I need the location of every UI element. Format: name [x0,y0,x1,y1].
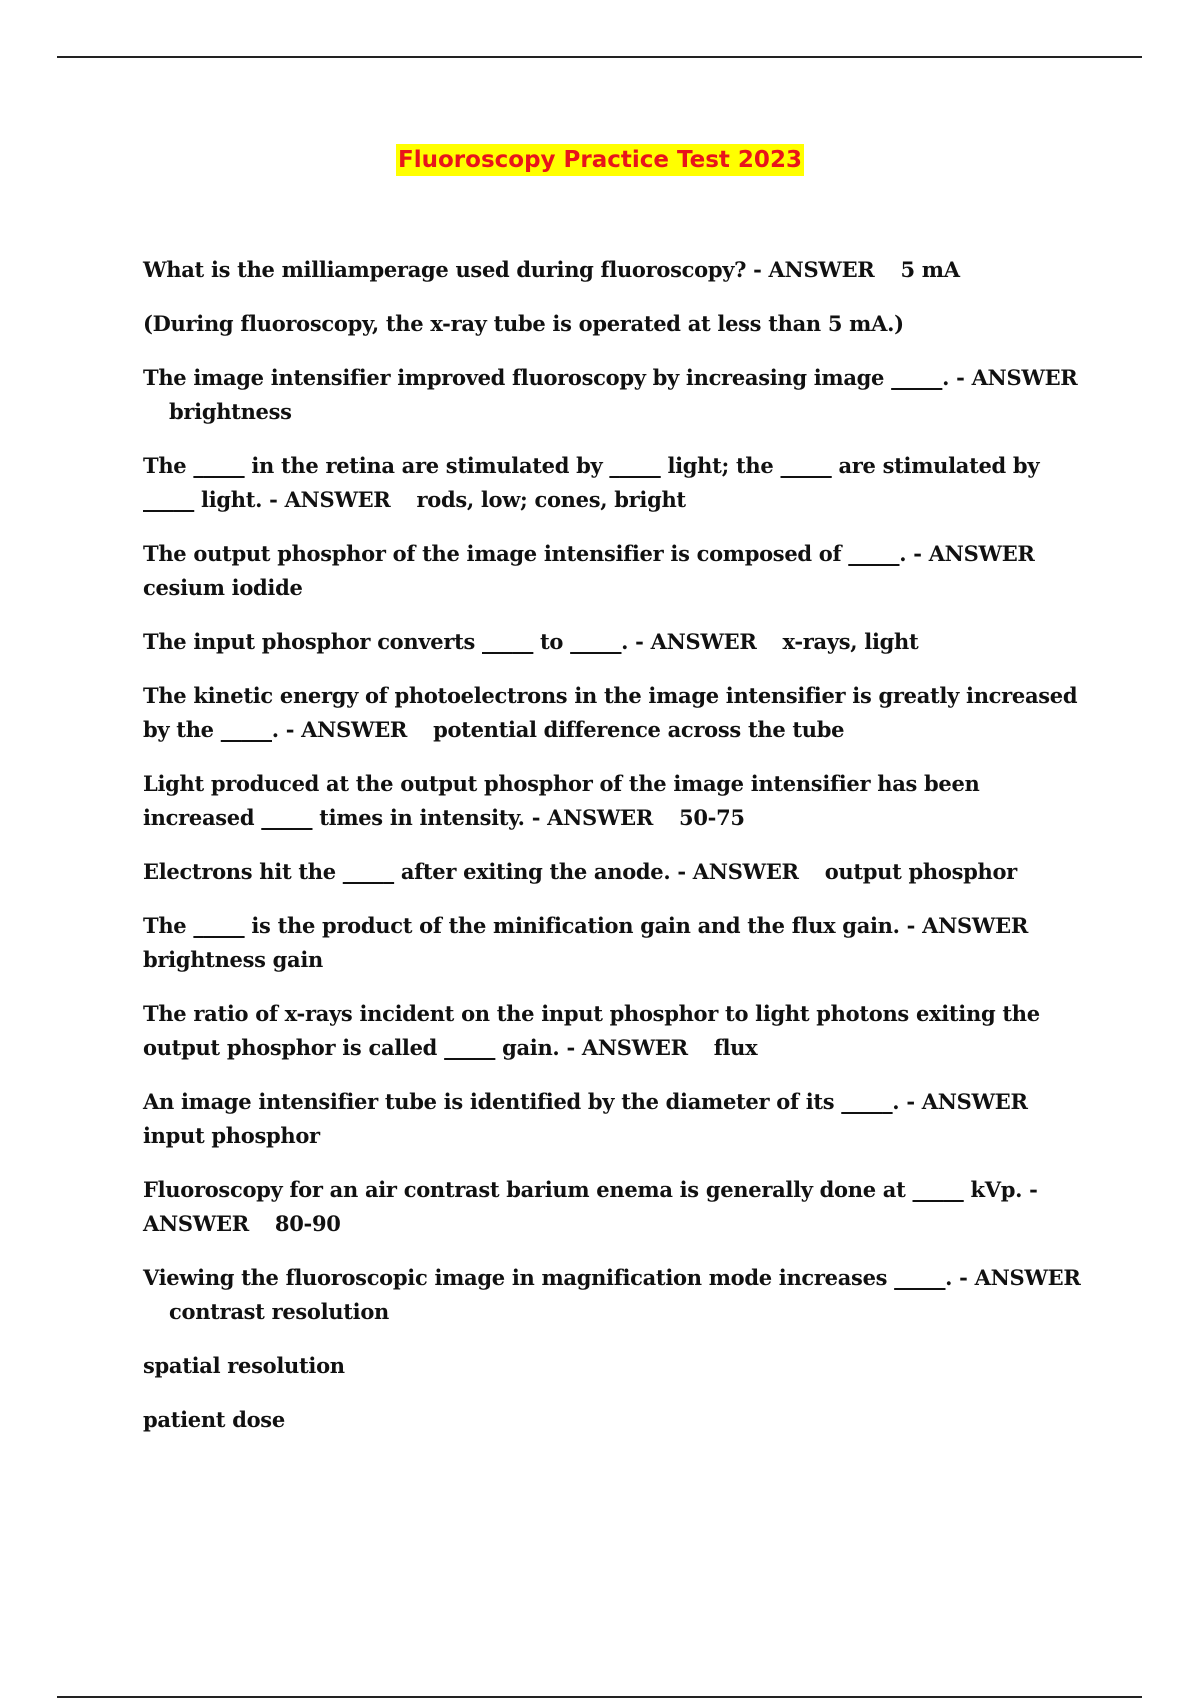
question-item [143,307,1093,341]
answer-option: patient dose [143,1407,285,1432]
title-block [0,144,1200,176]
answer-text: brightness [169,399,292,424]
answer-text: rods, low; cones, bright [416,487,686,512]
answer-text: potential difference across the tube [433,717,845,742]
question-item [143,1085,1093,1153]
question-item [143,1173,1093,1241]
question-item [143,855,1093,889]
question-item [143,361,1093,429]
question-text: Viewing the fluoroscopic image in magnification mode increases _____. - ANSWER [143,1265,1081,1290]
answer-text: x-rays, light [782,629,919,654]
document-title: Fluoroscopy Practice Test 2023 [396,144,804,176]
question-text: The _____ in the retina are stimulated by _____ light; the _____ are stimulated by _____ light. - ANSWER [143,453,1040,512]
answer-text: 80-90 [274,1211,341,1236]
question-text: The kinetic energy of photoelectrons in the image intensifier is greatly increased by the _____. - ANSWER [143,683,1078,742]
question-text: The output phosphor of the image intensifier is composed of _____. - ANSWER [143,541,1035,566]
question-item [143,625,1093,659]
answer-text: brightness gain [143,947,323,972]
question-text: The _____ is the product of the minification gain and the flux gain. - ANSWER [143,913,1028,938]
answer-text: 50-75 [679,805,745,830]
question-item [143,1261,1093,1329]
question-text: Fluoroscopy for an air contrast barium enema is generally done at _____ kVp. - ANSWER [143,1177,1038,1236]
answer-text: cesium iodide [143,575,303,600]
answer-text: output phosphor [824,859,1017,884]
question-item [143,537,1093,605]
question-text: (During fluoroscopy, the x-ray tube is operated at less than 5 mA.) [143,311,904,336]
question-text: What is the milliamperage used during fluoroscopy? - ANSWER [143,257,875,282]
answer-option: spatial resolution [143,1353,345,1378]
question-item [143,449,1093,517]
question-item [143,997,1093,1065]
answer-text: 5 mA [900,257,960,282]
question-item [143,679,1093,747]
question-text: Light produced at the output phosphor of the image intensifier has been increased _____ times in intensity. - ANSWER [143,771,980,830]
question-item [143,909,1093,977]
question-text: Electrons hit the _____ after exiting the anode. - ANSWER [143,859,799,884]
answer-text: flux [713,1035,758,1060]
question-item [143,253,1093,287]
question-text: The ratio of x-rays incident on the input phosphor to light photons exiting the output phosphor is called _____ gain. - ANSWER [143,1001,1040,1060]
question-item [143,767,1093,835]
question-text: An image intensifier tube is identified by the diameter of its _____. - ANSWER [143,1089,1028,1114]
question-list [143,253,1093,1457]
footer-rule [57,1696,1142,1698]
header-rule [57,56,1142,58]
question-text: The input phosphor converts _____ to _____. - ANSWER [143,629,757,654]
answer-text: contrast resolution [169,1299,390,1324]
answer-text: input phosphor [143,1123,320,1148]
question-text: The image intensifier improved fluoroscopy by increasing image _____. - ANSWER [143,365,1078,390]
